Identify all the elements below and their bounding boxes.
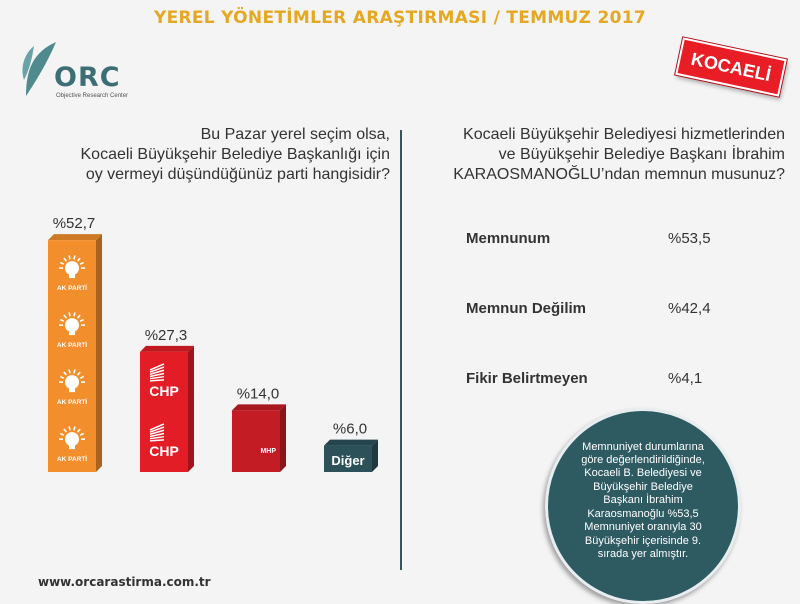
party-icon-label: AK PARTİ xyxy=(56,342,88,350)
party-icon-label: AK PARTİ xyxy=(56,399,88,407)
bar-side xyxy=(280,404,286,472)
bulb-base xyxy=(69,388,75,392)
bar-value-label: %52,7 xyxy=(52,215,96,233)
bulb-icon xyxy=(65,318,79,332)
bar-top xyxy=(48,234,102,240)
logo-name: ORC xyxy=(54,62,121,93)
bulb-ray xyxy=(74,312,75,316)
left-question-line: Kocaeli Büyükşehir Belediye Başkanlığı için xyxy=(80,146,390,163)
right-question xyxy=(410,125,785,185)
bulb-base xyxy=(69,445,75,449)
page-title: YEREL YÖNETİMLER ARAŞTIRMASI / TEMMUZ 2017 xyxy=(153,8,647,28)
party-icon-label: Diğer xyxy=(331,453,365,468)
left-question-line: Bu Pazar yerel seçim olsa, xyxy=(200,126,390,143)
bulb-ray xyxy=(74,426,75,430)
bulb-ray xyxy=(69,426,70,430)
chp-arrow xyxy=(150,380,164,381)
bar xyxy=(232,410,280,472)
footer-url[interactable]: www.orcarastirma.com.tr xyxy=(38,575,211,589)
satisfaction-label: Memnun Değilim xyxy=(466,300,587,317)
bulb-ray xyxy=(69,255,70,259)
party-icon-label: CHP xyxy=(149,442,179,459)
bar-top xyxy=(232,404,286,410)
bar-side xyxy=(96,234,102,472)
satisfaction-value: %4,1 xyxy=(668,370,703,387)
right-question-line: KARAOSMANOĞLU’ndan memnun musunuz? xyxy=(453,166,785,183)
bulb-ray xyxy=(74,369,75,373)
right-question-line: ve Büyükşehir Belediye Başkanı İbrahim xyxy=(498,146,785,163)
bulb-icon xyxy=(65,432,79,446)
satisfaction-value: %42,4 xyxy=(668,300,711,317)
bulb-base xyxy=(69,331,75,335)
satisfaction-label: Memnunum xyxy=(466,230,551,247)
satisfaction-label: Fikir Belirtmeyen xyxy=(466,370,588,387)
bulb-icon xyxy=(65,375,79,389)
bar-top xyxy=(324,440,378,446)
party-icon-label: CHP xyxy=(149,382,179,399)
bar-value-label: %14,0 xyxy=(236,385,280,403)
chp-arrow xyxy=(150,440,164,441)
city-stamp: KOCAELİ xyxy=(675,37,787,96)
satisfaction-value: %53,5 xyxy=(668,230,711,247)
right-question-line: Kocaeli Büyükşehir Belediyesi hizmetlerinden xyxy=(463,126,785,143)
bar-value-label: %27,3 xyxy=(144,326,188,344)
summary-note xyxy=(545,408,741,604)
party-icon-label: AK PARTİ xyxy=(56,285,88,293)
party-icon-label: MHP xyxy=(260,448,276,456)
logo-subtitle: Objective Research Center xyxy=(56,93,129,99)
bulb-ray xyxy=(74,255,75,259)
bar-value-label: %6,0 xyxy=(332,420,368,438)
bulb-base xyxy=(69,274,75,278)
bar-top xyxy=(140,346,194,352)
bulb-icon xyxy=(65,261,79,275)
section-divider xyxy=(400,130,402,570)
left-question-line: oy vermeyi düşündüğünüz parti hangisidir? xyxy=(85,166,390,183)
party-bar-chart xyxy=(0,0,400,600)
bar-side xyxy=(188,346,194,472)
party-icon-label: AK PARTİ xyxy=(56,456,88,464)
summary-note-text: Memnuniyet durumlarına göre değerlendirildiğinde, Kocaeli B. Belediyesi ve Büyükşehir Belediye Başkanı İbrahim Karaosmanoğlu %53,5 Memnuniyet oranıyla 30 Büyükşehir içerisinde 9. sırada yer almıştır. xyxy=(581,440,705,560)
bulb-ray xyxy=(69,312,70,316)
bulb-ray xyxy=(69,369,70,373)
